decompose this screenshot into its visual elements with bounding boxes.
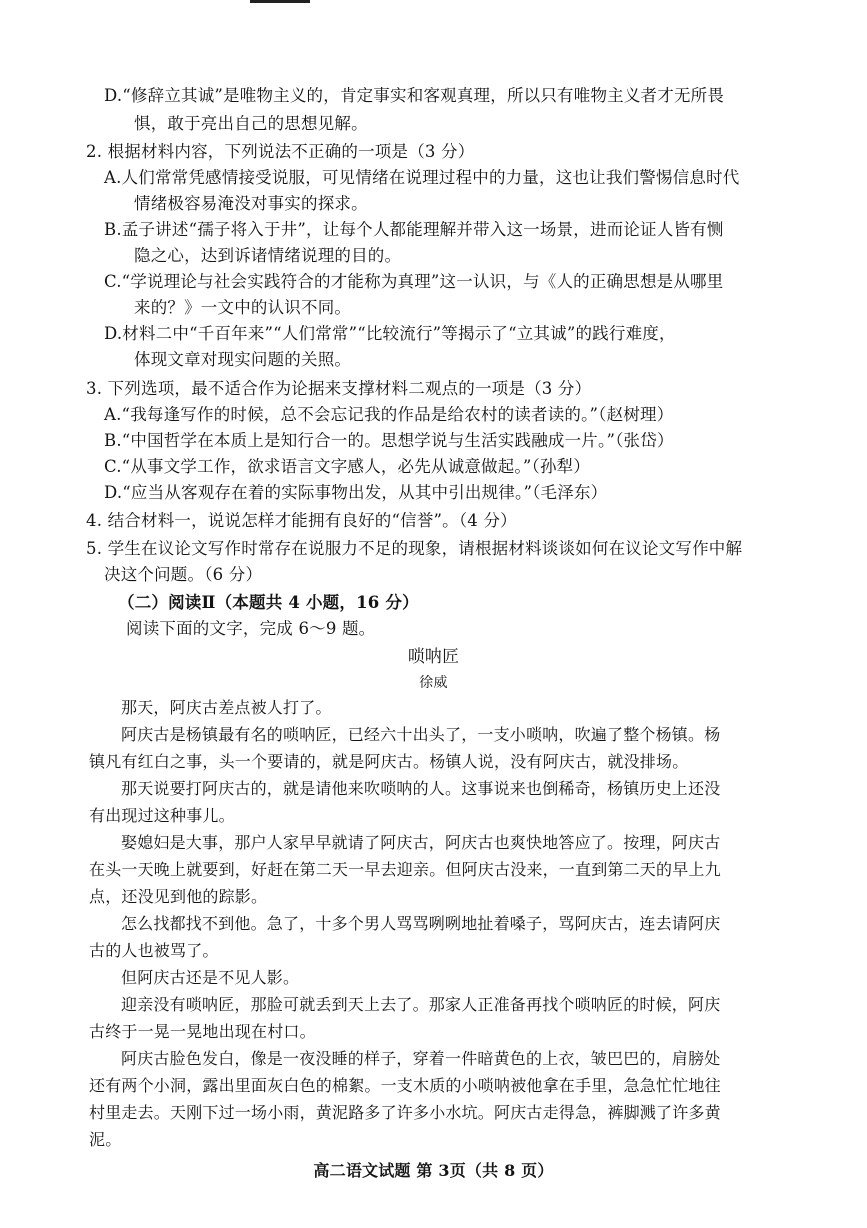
q2-option-d-cont: 体现文章对现实问题的关照。	[134, 350, 352, 369]
question-4: 4. 结合材料一，说说怎样才能拥有良好的“信誉”。（4 分）	[86, 511, 517, 530]
q2-option-b: B.孟子讲述“孺子将入于井”，让每个人都能理解并带入这一场景，进而论证人皆有恻	[104, 220, 724, 239]
q2-option-c-cont: 来的？》一文中的认识不同。	[134, 298, 352, 317]
q3-option-c: C.“从事文学工作，欲求语言文字感人，必先从诚意做起。”（孙犁）	[104, 457, 591, 476]
q2-option-b-cont: 隐之心，达到诉诸情绪说理的目的。	[134, 246, 402, 265]
story-para-6: 但阿庆古还是不见人影。	[121, 968, 300, 987]
question-5: 5. 学生在议论文写作时常存在说服力不足的现象，请根据材料谈谈如何在议论文写作中解	[86, 539, 743, 558]
section-heading: （二）阅读Ⅱ（本题共 4 小题，16 分）	[118, 593, 419, 612]
story-para-5: 怎么找都找不到他。急了，十多个男人骂骂咧咧地扯着嗓子，骂阿庆古，连去请阿庆	[121, 914, 721, 933]
story-para-7: 迎亲没有唢呐匠，那脸可就丢到天上去了。那家人正准备再找个唢呐匠的时候，阿庆	[121, 995, 721, 1014]
scan-mark	[250, 0, 310, 3]
q2-option-c: C.“学说理论与社会实践符合的才能称为真理”这一认识，与《人的正确思想是从哪里	[104, 272, 724, 291]
q3-option-a: A.“我每逢写作的时候，总不会忘记我的作品是给农村的读者读的。”（赵树理）	[104, 405, 674, 424]
option-d-line-cont: 惧，敢于亮出自己的思想见解。	[134, 114, 368, 133]
story-author: 徐威	[419, 675, 448, 691]
q2-option-a: A.人们常常凭感情接受说服，可见情绪在说理过程中的力量，这也让我们警惕信息时代	[104, 168, 740, 187]
story-para-7-cont: 古终于一晃一晃地出现在村口。	[89, 1022, 316, 1041]
story-para-2-cont: 镇凡有红白之事，头一个要请的，就是阿庆古。杨镇人说，没有阿庆古，就没排场。	[89, 752, 689, 771]
story-title: 唢呐匠	[407, 647, 460, 667]
story-para-4-cont: 在头一天晚上就要到，好赶在第二天一早去迎亲。但阿庆古没来，一直到第二天的早上九	[89, 860, 721, 879]
q2-option-d: D.材料二中“千百年来”“人们常常”“比较流行”等揭示了“立其诚”的践行难度，	[104, 324, 676, 343]
page-footer: 高二语文试题 第 3页（共 8 页）	[313, 1161, 554, 1180]
question-3: 3. 下列选项，最不适合作为论据来支撑材料二观点的一项是（3 分）	[86, 379, 592, 398]
story-para-3-cont: 有出现过这种事儿。	[89, 806, 235, 825]
story-para-8-cont: 还有两个小洞，露出里面灰白色的棉絮。一支木质的小唢呐被他拿在手里，急急忙忙地往	[89, 1076, 721, 1095]
story-para-8-cont3: 泥。	[89, 1130, 122, 1149]
question-5-cont: 决这个问题。（6 分）	[104, 565, 263, 584]
story-para-4: 娶媳妇是大事，那户人家早早就请了阿庆古，阿庆古也爽快地答应了。按理，阿庆古	[121, 833, 721, 852]
story-para-8-cont2: 村里走去。天刚下过一场小雨，黄泥路多了许多小水坑。阿庆古走得急，裤脚溅了许多黄	[89, 1103, 721, 1122]
story-para-1: 那天，阿庆古差点被人打了。	[121, 698, 332, 717]
story-para-8: 阿庆古脸色发白，像是一夜没睡的样子，穿着一件暗黄色的上衣，皱巴巴的，肩膀处	[121, 1049, 721, 1068]
story-para-3: 那天说要打阿庆古的，就是请他来吹唢呐的人。这事说来也倒稀奇，杨镇历史上还没	[121, 779, 721, 798]
section-instruction: 阅读下面的文字，完成 6～9 题。	[126, 619, 376, 638]
q2-option-a-cont: 情绪极容易淹没对事实的探求。	[134, 194, 368, 213]
story-para-5-cont: 古的人也被骂了。	[89, 941, 219, 960]
question-2: 2. 根据材料内容，下列说法不正确的一项是（3 分）	[86, 142, 475, 161]
story-para-4-cont2: 点，还没见到他的踪影。	[89, 887, 268, 906]
q3-option-d: D.“应当从客观存在着的实际事物出发，从其中引出规律。”（毛泽东）	[104, 483, 608, 502]
option-d-line: D.“修辞立其诚”是唯物主义的，肯定事实和客观真理，所以只有唯物主义者才无所畏	[104, 86, 725, 105]
q3-option-b: B.“中国哲学在本质上是知行合一的。思想学说与生活实践融成一片。”（张岱）	[104, 431, 674, 450]
story-para-2: 阿庆古是杨镇最有名的唢呐匠，已经六十出头了，一支小唢呐，吹遍了整个杨镇。杨	[121, 725, 721, 744]
